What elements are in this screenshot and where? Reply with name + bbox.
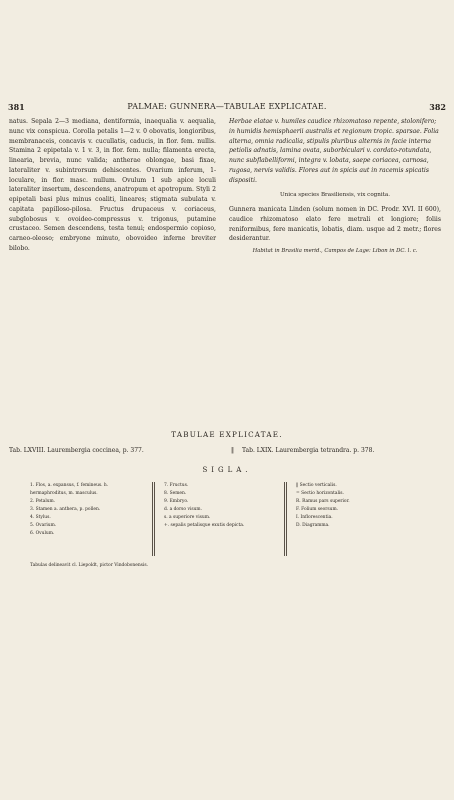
page-number-left: 381	[8, 102, 25, 112]
sigla-item: F. Folium seorsum.	[296, 507, 339, 512]
left-column-text: natus. Sepala 2—3 mediana, dentiformia, inaequalia v. aequalia, nunc vix conspicua. Corolla petalis 1—2 v. 0 obovatis, longioribus, membranaceis, concavis v. cucullatis, caducis, in flor. fem. nullis. Stamina 2 epipetala v. 1 v. 3, in flor. fem. nulla; filamenta erecta, linearia, brevia, nunc valida; antherae oblongae, basi fixae, lateraliter v. subintrorsum dehiscentes. Ovarium inferum, 1-loculare, in flor. masc. nullum. Ovulum 1 sub apice loculi lateraliter insertum, descendens, anatropum et apotropum. Styli 2 epipetali basi plus minus coaliti, lineares; stigmata subulata v. capitata papilloso-pilosa. Fructus drupaceus v. coriaceus, subglobosus v. ovoideo-compressus v. trigonus, putamine crustaceo. Semen descendens, testa tenui; endospermio copioso, carneo-oleoso; embryone minuto, obovoideo inferne breviter bilobo.	[9, 118, 216, 252]
sigla-column-1	[30, 482, 140, 538]
sigla-item: d. a dorso visum.	[164, 507, 202, 512]
sigla-item: s. a superiore visum.	[164, 515, 211, 520]
sigla-item: 9. Embryo.	[164, 499, 189, 504]
tab-lxix: Tab. LXIX. Laurembergia tetrandra. p. 378.	[242, 447, 375, 454]
sigla-title: SIGLA.	[202, 466, 252, 474]
sigla-item: 6. Ovulum.	[30, 531, 55, 536]
sigla-legend	[30, 482, 420, 562]
sigla-item: 5. Ovarium.	[30, 523, 57, 528]
sigla-item: I. Inflorescentia.	[296, 515, 333, 520]
sigla-item: 8. Semen.	[164, 491, 187, 496]
running-header	[8, 102, 446, 114]
sigla-item: +. sepalis petalisque exutis depicta.	[164, 523, 245, 528]
tab-separator: ‖	[231, 447, 234, 454]
divider-line	[154, 482, 155, 556]
species-entry: Gunnera manicata Linden (solum nomen in DC. Prodr. XVI. II 600), caudice rhizomatoso elato fere metrali et longiore; foliis reniformibus, fere manicatis, lobatis, diam. usque ad 2 metr.; flores desiderantur.	[229, 206, 441, 243]
sigla-column-3	[296, 482, 416, 530]
sigla-item: D. Diagramma.	[296, 523, 330, 528]
right-column	[229, 117, 441, 257]
sigla-item: 7. Fructus.	[164, 483, 189, 488]
sigla-item: 2. Petalum.	[30, 499, 56, 504]
divider-line	[284, 482, 285, 556]
sigla-item: ‖ Sectio verticalis.	[296, 483, 337, 488]
sigla-item: 4. Stylus.	[30, 515, 51, 520]
sigla-item: = Sectio horizontalis.	[296, 491, 344, 496]
genus-description: Herbae elatae v. humiles caudice rhizomatoso repente, stolonifero; in humidis hemisphaerii australis et regionum tropic. sparsae. Folia alterna, omnia radicalia, stipulis pluribus alternis in facie interna petiolis adnatis, lamina ovata, suborbiculari v. cordato-rotundata, nunc subflabelliformi, integra v. lobata, saepe coriacea, carnosa, rugosa, nervis validis. Flores aut in spicis aut in racemis spicatis dispositi.	[229, 118, 439, 184]
habitat-note: Habitat in Brasilia merid., Campos de Lage: Libon in DC. l. c.	[252, 248, 418, 254]
sigla-item: R. Ramus pars superior.	[296, 499, 350, 504]
page-number-right: 382	[429, 102, 446, 112]
unica-species-note: Unica species Brasiliensis, vix cognita.	[279, 192, 391, 199]
sigla-column-2	[164, 482, 284, 530]
divider-line	[152, 482, 153, 556]
sigla-item: 3. Stamen a. anthera, p. pollen.	[30, 507, 101, 512]
tabulae-title: TABULAE EXPLICATAE.	[171, 430, 283, 439]
tabulae-row	[9, 447, 439, 459]
tab-lxviii: Tab. LXVIII. Laurembergia coccinea, p. 377.	[9, 447, 144, 454]
running-title: PALMAE: GUNNERA—TABULAE EXPLICATAE.	[127, 102, 327, 111]
divider-line	[286, 482, 287, 556]
illustrator-credit: Tabulas delineavit cl. Liepoldt, pictor Vindobonensis.	[30, 563, 148, 568]
sigla-item: 1. Flos, a. expansus, f. femineus. h. hermaphroditus, m. masculus.	[30, 483, 109, 496]
